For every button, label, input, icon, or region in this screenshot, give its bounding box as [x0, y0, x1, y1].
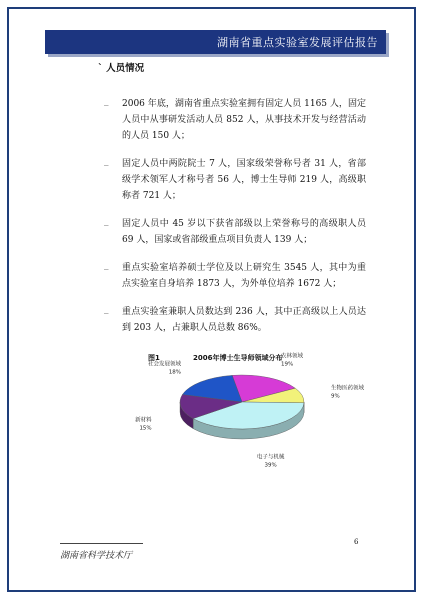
figure-label: 图1: [148, 354, 160, 362]
section-heading-text: 人员情况: [106, 63, 145, 74]
pie-slice-value-label: 19%: [280, 361, 294, 368]
page-number: 6: [354, 538, 359, 546]
bullet-marker: _: [104, 96, 109, 106]
bullet-marker: _: [104, 304, 109, 314]
section-heading: [98, 60, 144, 74]
footer-org: 湖南省科学技术厅: [60, 551, 133, 561]
bullet-text: 重点实验室培养硕士学位及以上研究生 3545 人，其中为重点实验室自身培养 1873 人，为外单位培养 1672 人；: [122, 263, 366, 289]
pie-slice-value-label: 18%: [168, 369, 182, 376]
bullet-item: [104, 156, 366, 204]
bullet-text: 重点实验室兼职人员数达到 236 人，其中正高级以上人员达到 203 人，占兼职人员总数 86%。: [122, 307, 366, 333]
bullet-text: 固定人员中 45 岁以下获省部级以上荣誉称号的高级职人员 69 人，国家或省部级重点项目负责人 139 人；: [122, 219, 366, 245]
bullet-list: [104, 96, 366, 348]
bullet-item: [104, 260, 366, 292]
bullet-marker: _: [104, 156, 109, 166]
bullet-marker: _: [104, 216, 109, 226]
bullet-text: 2006 年底，湖南省重点实验室拥有固定人员 1165 人，固定人员中从事研发活动人员 852 人，从事技术开发与经营活动的人员 150 人；: [122, 99, 366, 141]
chart-title-text: 2006年博士生导师领域分布: [193, 354, 283, 362]
bullet-marker: _: [104, 260, 109, 270]
footer-divider: [60, 543, 143, 544]
pie-slice-value-label: 39%: [264, 462, 277, 469]
pie-slice-value-label: 15%: [139, 425, 152, 432]
pie-slice-label: 新材料: [135, 417, 152, 424]
section-heading-marker: `: [98, 63, 107, 74]
bullet-item: [104, 304, 366, 336]
bullet-text: 固定人员中两院院士 7 人，国家级荣誉称号者 31 人，省部级学术领军人才称号者 56 人，博士生导师 219 人，高级职称者 721 人；: [122, 159, 366, 201]
pie-slice-value-label: 9%: [331, 393, 340, 400]
pie-slice-label: 社会发展领域: [147, 361, 182, 368]
pie-slice-label: 生物医药领域: [331, 385, 365, 392]
bullet-item: [104, 216, 366, 248]
bullet-item: [104, 96, 366, 144]
pie-slice-label: 农林领域: [280, 353, 304, 360]
pie-slice-label: 电子与机械: [256, 454, 285, 461]
header-banner: [45, 30, 386, 54]
report-title: 湖南省重点实验室发展评估报告: [217, 36, 378, 49]
